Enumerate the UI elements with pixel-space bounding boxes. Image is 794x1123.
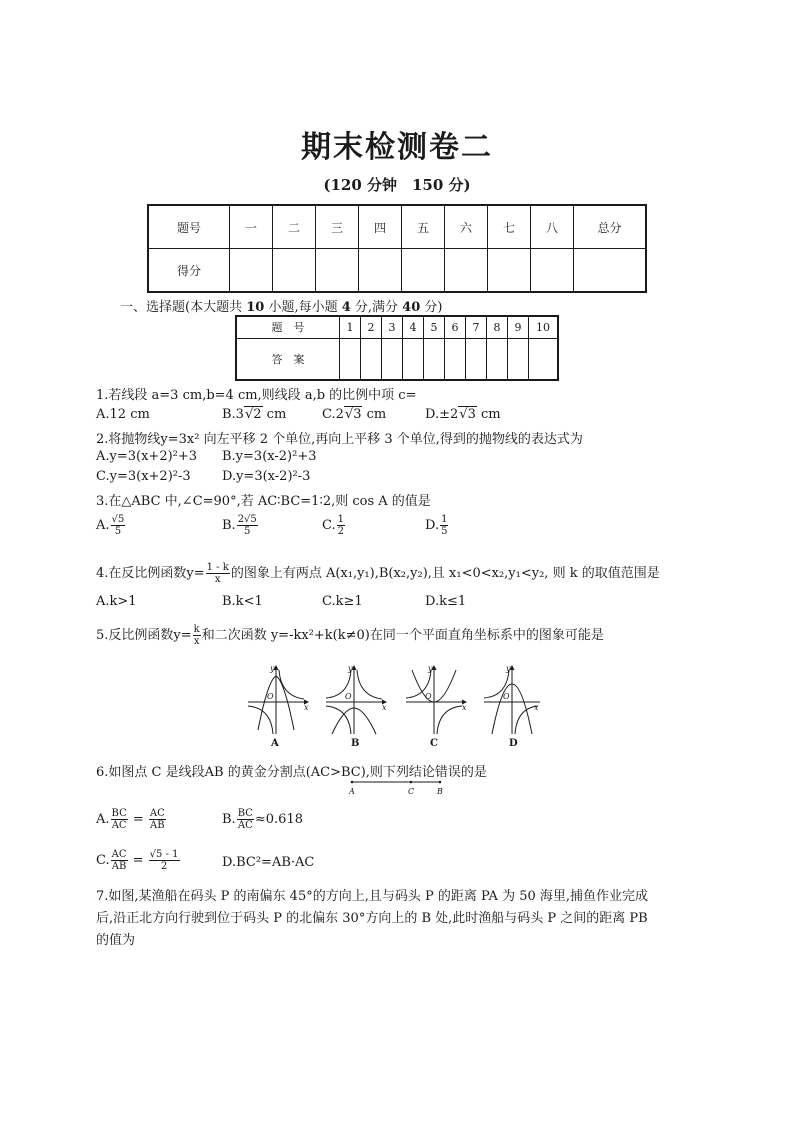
answer-number-cell: 7 (466, 316, 487, 338)
score-cell (273, 249, 316, 293)
score-header-cell: 题号 (148, 205, 230, 249)
equals: = (128, 812, 148, 827)
graph-c (406, 666, 466, 734)
section-text: 小题,每小题 (264, 300, 342, 315)
option-text: B.3 (222, 407, 244, 422)
q5-stem (96, 624, 604, 647)
q2-option-a: A.y=3(x+2)²+3 (96, 449, 198, 464)
fraction (149, 808, 166, 831)
fraction (440, 514, 448, 537)
answer-cell (445, 338, 466, 380)
answer-label-answer: 答 案 (236, 338, 340, 380)
q6-segment-figure (344, 777, 448, 797)
axis-x-label-d: x (534, 703, 539, 712)
answer-number-cell: 1 (340, 316, 361, 338)
denominator: 5 (114, 526, 122, 537)
fraction (206, 562, 230, 585)
q4-option-c: C.k≥1 (322, 594, 363, 609)
answer-number-cell: 6 (445, 316, 466, 338)
score-header-cell: 一 (230, 205, 273, 249)
graph-a (248, 666, 308, 734)
q1-option-d (425, 407, 501, 422)
q1-option-a: A.12 cm (96, 407, 150, 422)
section-text: 分) (420, 300, 443, 315)
axis-x-label-a: x (304, 703, 309, 712)
q2-stem: 2.将抛物线y=3x² 向左平移 2 个单位,再向上平移 3 个单位,得到的抛物线的表达式为 (96, 432, 583, 447)
answer-cell (529, 338, 559, 380)
answer-cell (403, 338, 424, 380)
score-table (147, 204, 647, 293)
numerator: √5 - 1 (149, 849, 179, 860)
point-label-a: A (349, 787, 355, 796)
section-per: 4 (341, 300, 351, 315)
axis-y-label-c: y (428, 664, 433, 673)
section-heading (120, 296, 442, 315)
score-header-cell: 五 (402, 205, 445, 249)
option-label: A. (96, 518, 110, 533)
denominator: AB (111, 861, 127, 872)
q5-graphs (240, 662, 540, 752)
score-header-cell: 三 (316, 205, 359, 249)
numerator: BC (237, 808, 253, 819)
answer-number-cell: 3 (382, 316, 403, 338)
numerator: BC (111, 808, 127, 819)
score-header-cell: 四 (359, 205, 402, 249)
option-label: B. (222, 518, 236, 533)
score-header-cell: 二 (273, 205, 316, 249)
radical: √3 (459, 407, 476, 422)
denominator: AC (237, 820, 253, 831)
answer-number-cell: 4 (403, 316, 424, 338)
page-title: 期末检测卷二 (301, 130, 493, 165)
axis-x-label-c: x (462, 703, 467, 712)
q6-option-a (96, 808, 167, 831)
answer-label-number: 题 号 (236, 316, 340, 338)
radicand: 3 (353, 407, 362, 422)
fraction (111, 514, 126, 537)
numerator: 1 (441, 514, 448, 525)
score-cell (488, 249, 531, 293)
denominator: 2 (337, 526, 344, 537)
q1-option-c (322, 407, 386, 422)
denominator: AB (150, 820, 165, 831)
fraction (111, 849, 128, 872)
answer-table-number-row (236, 316, 558, 338)
option-text: cm (262, 407, 287, 422)
denominator: 5 (244, 526, 251, 537)
origin-label-a: O (267, 692, 274, 701)
origin-label-b: O (345, 692, 352, 701)
fraction (337, 514, 345, 537)
score-header-cell: 总分 (574, 205, 647, 249)
origin-label-d: O (503, 692, 510, 701)
option-label: A. (96, 812, 110, 827)
answer-cell (487, 338, 508, 380)
denominator: 2 (160, 861, 168, 872)
answer-table (235, 315, 559, 381)
q4-option-d: D.k≤1 (425, 594, 467, 609)
fraction (193, 624, 201, 647)
answer-number-cell: 9 (508, 316, 529, 338)
stem-text: 5.反比例函数y= (96, 628, 192, 643)
equals: = (128, 853, 148, 868)
fraction (111, 808, 128, 831)
axis-y-label-a: y (270, 664, 275, 673)
section-total: 40 (402, 300, 421, 315)
graph-label-c: C (430, 738, 438, 749)
point-b (439, 781, 442, 784)
point-a (351, 781, 354, 784)
graph-label-d: D (509, 738, 518, 749)
q3-option-c (322, 514, 346, 537)
point-label-b: B (437, 787, 443, 796)
score-cell (445, 249, 488, 293)
radical: √3 (344, 407, 362, 422)
answer-cell (361, 338, 382, 380)
option-label: C. (96, 853, 110, 868)
q2-option-c: C.y=3(x+2)²-3 (96, 469, 191, 484)
answer-number-cell: 10 (529, 316, 559, 338)
numerator: k (193, 624, 200, 635)
score-row-label: 得分 (148, 249, 230, 293)
score-cell (402, 249, 445, 293)
q6-stem: 6.如图点 C 是线段AB 的黄金分割点(AC>BC),则下列结论错误的是 (96, 765, 487, 780)
option-label: D. (425, 518, 440, 533)
option-text: D.±2 (425, 407, 459, 422)
fraction (237, 514, 258, 537)
radicand: 2 (253, 407, 262, 422)
answer-cell (382, 338, 403, 380)
option-label: B. (222, 812, 236, 827)
option-text: cm (362, 407, 387, 422)
graph-label-a: A (271, 738, 279, 749)
q3-option-a (96, 514, 126, 537)
score-header-cell: 八 (531, 205, 574, 249)
answer-cell (424, 338, 445, 380)
answer-table-answer-row (236, 338, 558, 380)
q1-stem: 1.若线段 a=3 cm,b=4 cm,则线段 a,b 的比例中项 c= (96, 388, 417, 403)
section-count: 10 (246, 300, 265, 315)
q6-option-b (222, 808, 303, 831)
q3-option-d (425, 514, 449, 537)
numerator: 1 (337, 514, 344, 525)
stem-text: 4.在反比例函数y= (96, 566, 205, 581)
score-header-cell: 七 (488, 205, 531, 249)
q4-option-b: B.k<1 (222, 594, 263, 609)
fraction (237, 808, 254, 831)
section-text: 一、选择题(本大题共 (120, 300, 247, 315)
q2-option-b: B.y=3(x-2)²+3 (222, 449, 317, 464)
q3-option-b (222, 514, 259, 537)
score-cell (574, 249, 647, 293)
radical: √2 (244, 407, 262, 422)
q4-stem (96, 562, 660, 585)
stem-text: 的图象上有两点 A(x₁,y₁),B(x₂,y₂),且 x₁<0<x₂,y₁<y₂, 则 k 的取值范围是 (230, 566, 660, 581)
q6-option-d: D.BC²=AB·AC (222, 855, 315, 870)
fraction (149, 849, 180, 872)
score-cell (531, 249, 574, 293)
score-table-header-row (148, 205, 646, 249)
origin-label-c: O (425, 692, 432, 701)
denominator: 5 (441, 526, 448, 537)
graph-label-b: B (351, 738, 360, 749)
q2-option-d: D.y=3(x-2)²-3 (222, 469, 311, 484)
denominator: AC (111, 820, 127, 831)
numerator: 1 - k (206, 562, 229, 573)
score-cell (359, 249, 402, 293)
axis-x-label-b: x (382, 703, 387, 712)
answer-number-cell: 2 (361, 316, 382, 338)
exam-duration-score: (120 分钟 150 分) (323, 176, 471, 194)
answer-number-cell: 5 (424, 316, 445, 338)
q7-line1: 7.如图,某渔船在码头 P 的南偏东 45°的方向上,且与码头 P 的距离 PA 为 50 海里,捕鱼作业完成 (96, 889, 649, 904)
graph-d (484, 666, 540, 734)
denominator: x (214, 574, 221, 585)
point-label-c: C (408, 787, 415, 796)
answer-cell (466, 338, 487, 380)
axis-y-label-b: y (348, 664, 353, 673)
option-text: ≈0.618 (254, 812, 303, 827)
graph-b (326, 666, 386, 734)
numerator: AC (149, 808, 165, 819)
score-cell (316, 249, 359, 293)
denominator: x (193, 636, 200, 647)
answer-cell (508, 338, 529, 380)
q3-stem: 3.在△ABC 中,∠C=90°,若 AC∶BC=1∶2,则 cos A 的值是 (96, 494, 431, 509)
point-c (410, 781, 413, 784)
q1-option-b (222, 407, 286, 422)
option-text: cm (476, 407, 501, 422)
answer-number-cell: 8 (487, 316, 508, 338)
answer-cell (340, 338, 361, 380)
numerator: AC (111, 849, 127, 860)
q6-option-c (96, 849, 181, 872)
axis-y-label-d: y (506, 664, 511, 673)
section-text: 分,满分 (350, 300, 403, 315)
score-cell (230, 249, 273, 293)
radicand: 3 (467, 407, 476, 422)
numerator: √5 (111, 514, 125, 525)
score-header-cell: 六 (445, 205, 488, 249)
numerator: 2√5 (237, 514, 257, 525)
q7-line3: 的值为 (96, 933, 136, 948)
stem-text: 和二次函数 y=-kx²+k(k≠0)在同一个平面直角坐标系中的图象可能是 (201, 628, 604, 643)
score-table-score-row (148, 249, 646, 293)
q4-option-a: A.k>1 (96, 594, 137, 609)
q7-line2: 后,沿正北方向行驶到位于码头 P 的北偏东 30°方向上的 B 处,此时渔船与码头 P 之间的距离 PB (96, 911, 648, 926)
option-label: C. (322, 518, 336, 533)
option-text: C.2 (322, 407, 344, 422)
